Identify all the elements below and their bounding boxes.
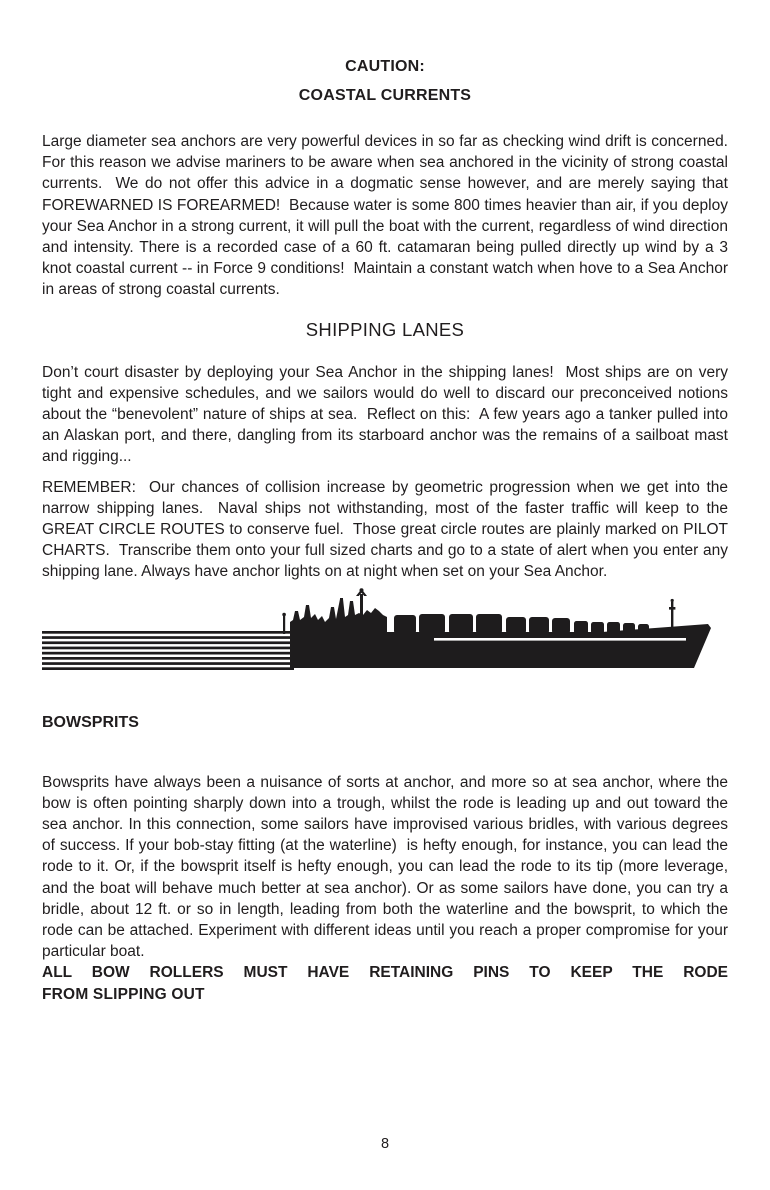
- bow-rollers-warning: [42, 962, 728, 1004]
- bowsprits-heading: BOWSPRITS: [42, 713, 139, 731]
- cargo-ship-icon: [42, 586, 718, 676]
- warning-line-2: FROM SLIPPING OUT: [42, 985, 205, 1003]
- coastal-currents-heading: COASTAL CURRENTS: [298, 87, 472, 104]
- remember-paragraph: REMEMBER: Our chances of collision increase by geometric progression when we get into the narrow shipping lanes. Naval ships not withstanding, most of the faster traffic will keep to the GREAT CIRCLE ROUTES to conserve fuel. Those great circle routes are plainly marked on PILOT CHARTS. Transcribe them onto your full sized charts and go to a state of alert when you enter any shipping lane. Always have anchor lights on at night when set on your Sea Anchor.: [42, 478, 733, 581]
- shipping-lanes-paragraph: Don’t court disaster by deploying your Sea Anchor in the shipping lanes! Most ships are on very tight and expensive schedules, and we sailors would do well to discard our preconceived notions about the “benevolent” nature of ships at sea. Reflect on this: A few years ago a tanker pulled into an Alaskan port, and there, dangling from its starboard anchor was the remains of a sailboat mast and rigging...: [42, 363, 733, 466]
- bowsprits-paragraph: Bowsprits have always been a nuisance of sorts at anchor, and more so at sea anchor, where the bow is often pointing sharply down into a trough, whilst the rode is leading up and out toward the sea anchor. In this connection, some sailors have improvised various bridles, with various degrees of success. If your bob-stay fitting (at the waterline) is hefty enough, for instance, you can lead the rode to it. Or, if the bowsprit itself is hefty enough, you can lead the rode to its tip (more leverage, and the boat will behave much better at sea anchor). Or as some sailors have done, you can try a bridle, about 12 ft. or so in length, leading from both the waterline and the bowsprit, to which the rode can be attached. Experiment with different ideas until you reach a proper compromise for your particular boat.: [42, 773, 733, 961]
- coastal-currents-paragraph: Large diameter sea anchors are very powerful devices in so far as checking wind drift is concerned. For this reason we advise mariners to be aware when sea anchored in the vicinity of strong coastal currents. We do not offer this advice in a dogmatic sense however, and are merely saying that FOREWARNED IS FOREARMED! Because water is some 800 times heavier than air, if you deploy your Sea Anchor in a strong current, it will pull the boat with the current, regardless of wind direction and intensity. There is a recorded case of a 60 ft. catamaran being pulled directly up wind by a 3 knot coastal current -- in Force 9 conditions! Maintain a constant watch when hove to a Sea Anchor in areas of strong coastal currents.: [42, 133, 737, 299]
- page-number: 8: [380, 1136, 390, 1152]
- warning-line-1: ALL BOW ROLLERS MUST HAVE RETAINING PINS TO KEEP THE RODE: [42, 964, 728, 982]
- caution-title: CAUTION:: [345, 58, 425, 75]
- shipping-lanes-heading: SHIPPING LANES: [305, 318, 465, 340]
- ship-illustration: [42, 586, 718, 676]
